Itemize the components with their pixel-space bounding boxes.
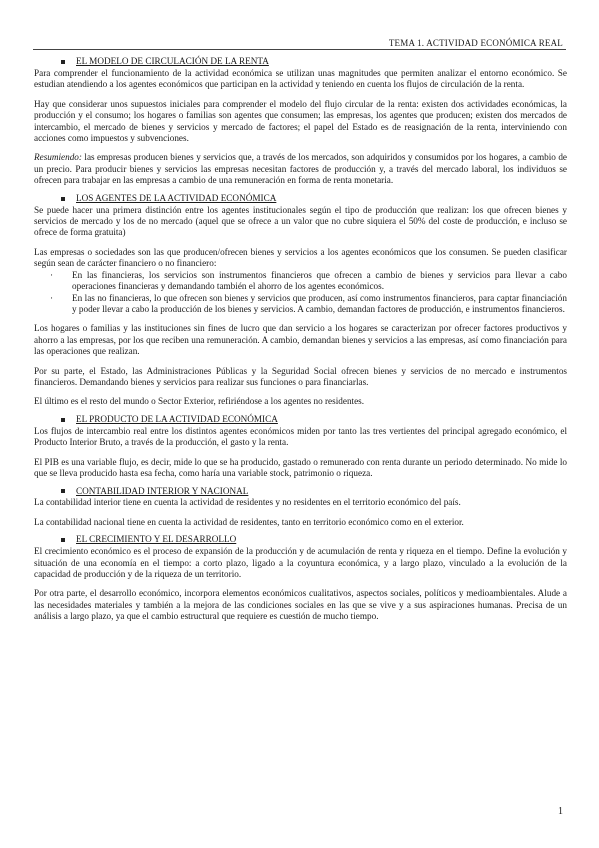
section-title: EL MODELO DE CIRCULACIÓN DE LA RENTA [76,56,269,67]
paragraph: Se puede hacer una primera distinción entre los agentes institucionales según el tipo de producción que realizan: los que ofrecen bienes y servicios de mercado y los de no mercado (aquel que se ofrece a un valor que no cubre siquiera el 50% del coste de producción, e incluso se ofrece de forma gratuita) [34,204,567,238]
paragraph: La contabilidad interior tiene en cuenta la actividad de residentes y no residentes en el territorio económico del país. [34,497,461,508]
paragraph: El último es el resto del mundo o Sector Exterior, refiriéndose a los agentes no residentes. [34,396,365,407]
paragraph: Por su parte, el Estado, las Administraciones Públicas y la Seguridad Social ofrecen bienes y servicios de no mercado e instrumentos financieros. Demandando bienes y servicios para realizar sus funciones o para financiarlas. [34,365,567,387]
square-bullet-icon [61,418,65,422]
running-header: TEMA 1. ACTIVIDAD ECONÓMICA REAL [388,38,563,48]
paragraph-text: las empresas producen bienes y servicios que, a través de los mercados, son adquiridos y consumidos por los hogares, a cambio de un precio. Para producir bienes y servicios las empresas necesitan factores de producción y, a través del mercado laboral, los individuos se ofrecen para trabajar en las empresas a cambio de una remuneración en forma de renta monetaria. [34,152,567,186]
section-title: EL CRECIMIENTO Y EL DESARROLLO [76,534,237,545]
paragraph: El PIB es una variable flujo, es decir, mide lo que se ha producido, gastado o remunerado con renta durante un periodo determinado. No mide lo que se lleva producido hasta esa fecha, como haría una variable stock, patrimonio o riqueza. [34,456,567,478]
list-item [34,270,567,293]
list-item-text: En las no financieras, lo que ofrecen son bienes y servicios que producen, así como instrumentos financieros, para captar financiación y poder llevar a cabo la producción de los bienes y servicios. A cambio, demandan factores de producción, e instrumentos financieros. [72,292,567,314]
list-marker: · [50,269,54,280]
header-rule [33,49,566,50]
paragraph: Los hogares o familias y las instituciones sin fines de lucro que dan servicio a los hogares se caracterizan por ofrecer factores productivos y ahorro a las empresas, por los que reciben una remuneración. A cambio, demandan bienes y servicios a las empresas, así como financiación para las operaciones que realizan. [34,323,567,357]
paragraph: Las empresas o sociedades son las que producen/ofrecen bienes y servicios a los agentes económicos que los consumen. Se pueden clasificar según sean de carácter financiero o no financiero: [34,246,567,269]
paragraph: El crecimiento económico es el proceso de expansión de la producción y de acumulación de renta y riqueza en el tiempo. Define la evolución y situación de una economía en el tiempo: a corto plazo, ligado a la coyuntura económica, y a largo plazo, vinculado a la evolución de la capacidad de producción y de la riqueza de un territorio. [34,546,567,579]
page-number: 1 [558,806,563,817]
list-marker: · [50,292,54,303]
list-item-text: En las financieras, los servicios son instrumentos financieros que ofrecen a cambio de bienes y servicios para llevar a cabo operaciones financieras y demandando también el ahorro de los agentes económicos. [72,269,567,292]
paragraph: Para comprender el funcionamiento de la actividad económica se utilizan unas magnitudes que permiten analizar el entorno económico. Se estudian atendiendo a los agentes económicos que participan en la actividad y teniendo en cuenta los flujos de circulación de la renta. [34,68,567,90]
section-heading [34,414,567,426]
square-bullet-icon [61,197,65,201]
paragraph: Los flujos de intercambio real entre los distintos agentes económicos miden por tanto las tres vertientes del principal agregado económico, el Producto Interior Bruto, a través de la producción, el gasto y la renta. [34,425,567,448]
paragraph: Por otra parte, el desarrollo económico, incorpora elementos económicos cualitativos, aspectos sociales, políticos y medioambientales. Alude a las necesidades materiales y también a la mejora de las condiciones sociales en las que se vive y a sus aspiraciones humanas. Precisa de un análisis a largo plazo, ya que el cambio estructural que requiere es cuestión de mucho tiempo. [34,588,567,622]
square-bullet-icon [61,60,65,64]
paragraph [34,152,567,186]
square-bullet-icon [61,489,65,493]
section-heading [34,534,567,546]
paragraph: La contabilidad nacional tiene en cuenta la actividad de residentes, tanto en territorio económico como en el exterior. [34,516,464,527]
paragraph: Hay que considerar unos supuestos iniciales para comprender el modelo del flujo circular de la renta: existen dos actividades económicas, la producción y el consumo; los hogares o familias son agentes que consumen; las empresas, los agentes que producen; existen dos mercados de intercambio, el mercado de bienes y servicios y mercado de factores; el papel del Estado es de reasignación de la renta, interviniendo con acciones como impuestos y subvenciones. [34,98,567,144]
section-title: CONTABILIDAD INTERIOR Y NACIONAL [76,485,249,496]
section-title: EL PRODUCTO DE LA ACTIVIDAD ECONÓMICA [76,414,278,425]
paragraph-lead: Resumiendo: [34,152,82,163]
document-body [34,56,567,623]
section-heading [34,56,567,68]
section-heading [34,485,567,497]
list-item [34,293,567,316]
sub-list [34,270,567,316]
section-heading [34,193,567,205]
section-title: LOS AGENTES DE LA ACTIVIDAD ECONÓMICA [76,192,277,203]
square-bullet-icon [61,538,65,542]
